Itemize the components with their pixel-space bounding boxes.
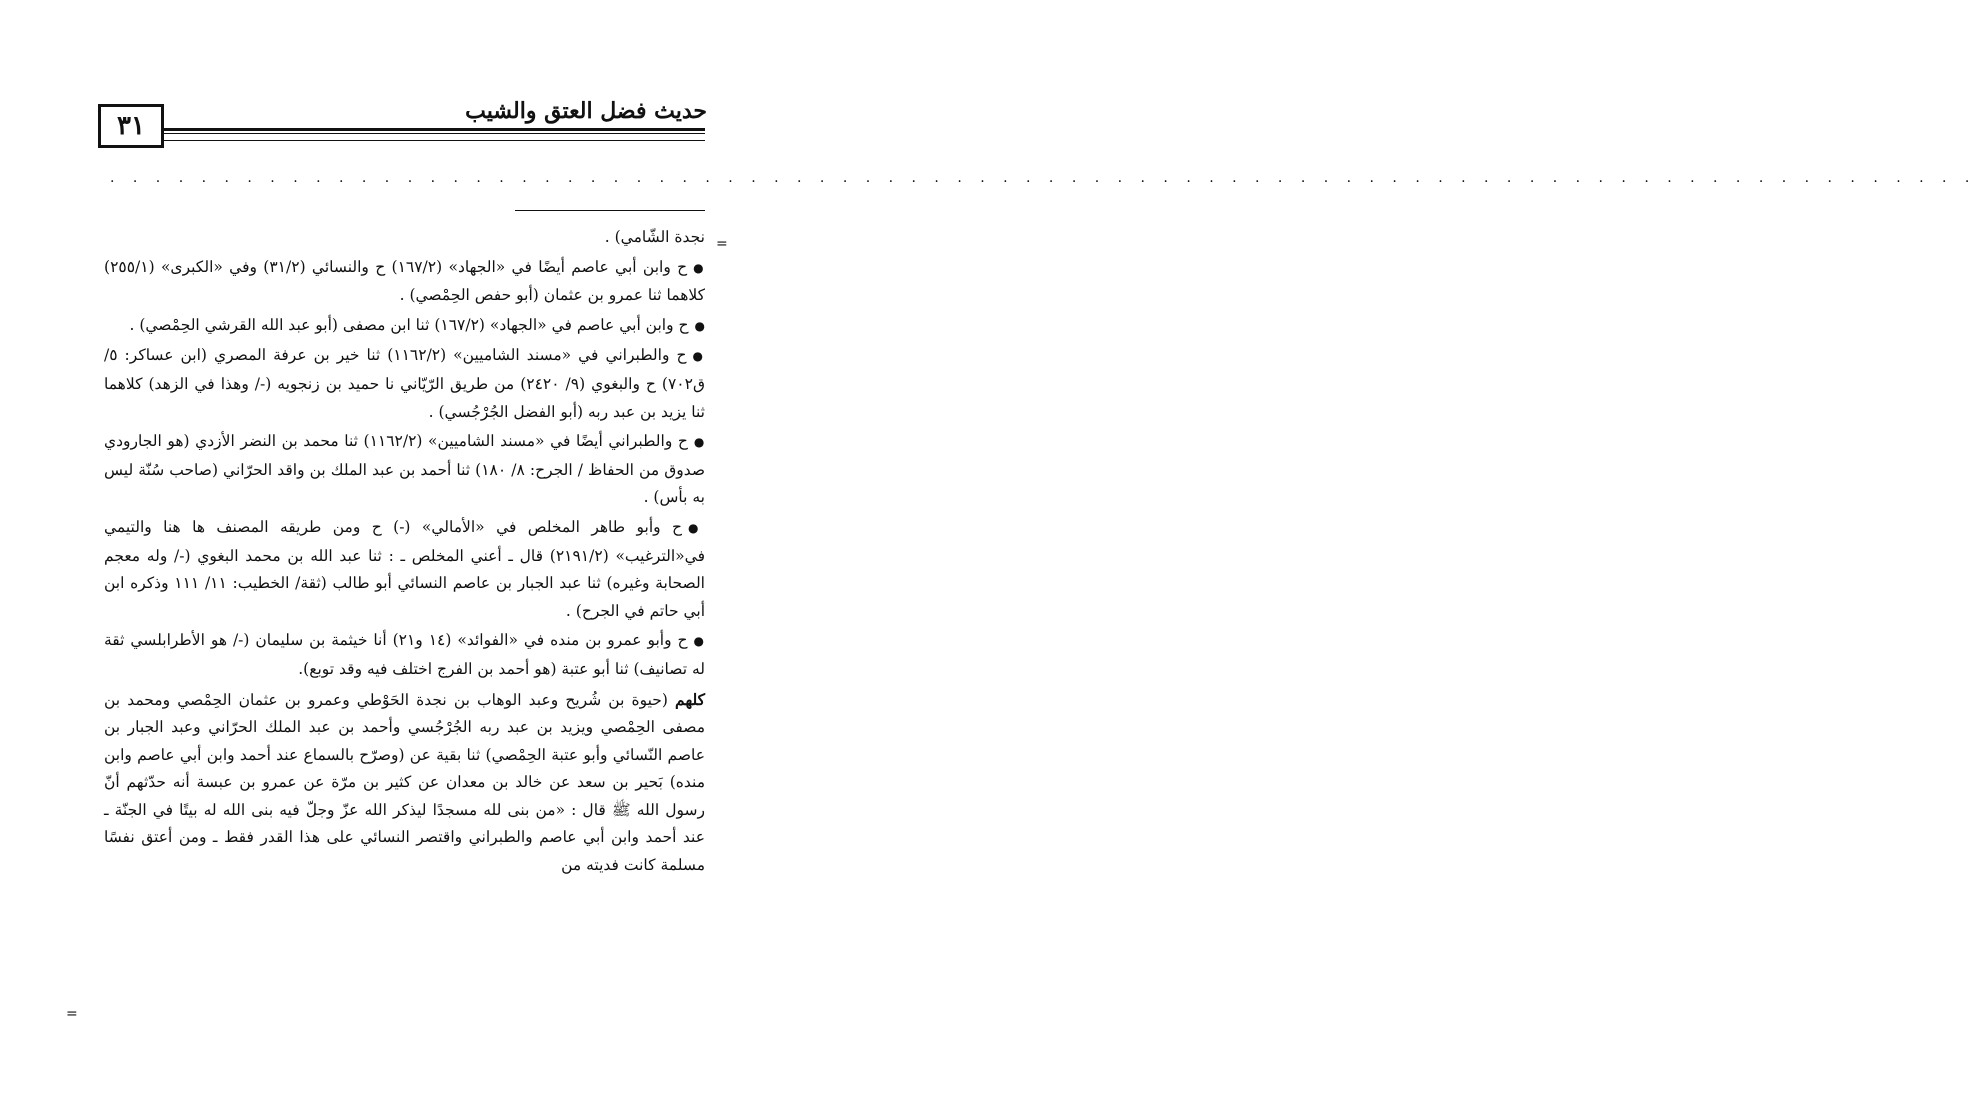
paragraph-text: ح وابن أبي عاصم في «الجهاد» (١٦٧/٢) ثنا ابن مصفى (أبو عبد الله القرشي الحِمْصي) . — [129, 315, 689, 334]
margin-mark-bottom: = — [66, 1006, 78, 1022]
margin-mark-top: = — [716, 236, 728, 252]
paragraph-text: ح والطبراني في «مسند الشاميين» (١١٦٢/٢) ثنا خير بن عرفة المصري (ابن عساكر: ٥/ق٧٠٢) ح والبغوي (٩/ ٢٤٢٠) من طريق الرّيّاني نا حميد بن زنجويه (-/ وهذا في الزهد) كلاهما ثنا يزيد بن عبد ربه (أبو الفضل الجُرْجُسي) . — [104, 346, 705, 421]
page-number-box — [98, 104, 164, 148]
page-number: ٣١ — [117, 111, 145, 141]
bullet-paragraph — [104, 627, 705, 683]
bullet-paragraph — [104, 312, 705, 341]
paragraph-text: (حيوة بن شُريح وعبد الوهاب بن نجدة الحَوْطي وعمرو بن عثمان الحِمْصي ومحمد بن مصفى الحِمْصي ويزيد بن عبد ربه الجُرْجُسي وأحمد بن عبد الملك الحرّاني وعبد الجبار بن عاصم النّسائي وأبو عتبة الحِمْصي) ثنا بقية عن (وصرّح بالسماع عند أحمد وابن أبي عاصم وابن منده) بَحير بن سعد عن خالد بن معدان عن كثير بن مرّة عن عمرو بن عبسة أنه حدّثهم أنّ رسول الله ﷺ قال : «من بنى لله مسجدًا ليذكر الله عزّ وجلّ فيه بنى الله له بيتًا في الجنّة ـ عند أحمد وابن أبي عاصم والطبراني واقتصر النسائي على هذا القدر فقط ـ ومن أعتق نفسًا مسلمة كانت فديته من — [104, 690, 705, 875]
paragraph-text: ح وابن أبي عاصم أيضًا في «الجهاد» (١٦٧/٢) ح والنسائي (٣١/٢) وفي «الكبرى» (٢٥٥/١) كلاهما ثنا عمرو بن عثمان (أبو حفص الحِمْصي) . — [104, 257, 705, 305]
paragraph — [104, 224, 705, 252]
footnote-text — [104, 224, 705, 882]
paragraph-text: ح وأبو طاهر المخلص في «الأمالي» (-) ح ومن طريقه المصنف ها هنا والتيمي في«الترغيب» (٢١٩١/٢) قال ـ أعني المخلص ـ : ثنا عبد الله بن محمد البغوي (-/ وله معجم الصحابة وغيره) ثنا عبد الجبار بن عاصم النسائي أبو طالب (ثقة/ الخطيب: ١١/ ١١١ وذكره ابن أبي حاتم في الجرح) . — [104, 517, 705, 620]
bullet-paragraph — [104, 428, 705, 512]
paragraph-text: ح وأبو عمرو بن منده في «الفوائد» (١٤ و٢١) أنا خيثمة بن سليمان (-/ هو الأطرابلسي ثقة له تصانيف) ثنا أبو عتبة (هو أحمد بن الفرج اختلف فيه وقد توبع). — [104, 631, 705, 678]
running-title: حديث فضل العتق والشيب — [465, 98, 707, 124]
dotted-divider: . . . . . . . . . . . . . . . . . . . . . . . . . . . . . . . . . . . . . . . . . . . . . . . . . . . . . . . . . . . . . . . . . . . . . . . . . . . . . . . . . . — [110, 170, 1976, 186]
paragraph-text: نجدة الشّامي) . — [604, 228, 705, 246]
paragraph-text: ح والطبراني أيضًا في «مسند الشاميين» (١١٦٢/٢) ثنا محمد بن النضر الأزدي (هو الجارودي صدوق من الحفاظ / الجرح: ٨/ ١٨٠) ثنا أحمد بن عبد الملك بن واقد الحرّاني (صاحب سُنّة ليس به بأس) . — [104, 432, 706, 507]
header-double-rule — [164, 128, 705, 141]
bullet-paragraph — [104, 254, 705, 310]
paragraph-lead: كلهم — [675, 689, 705, 709]
bullet-paragraph — [104, 342, 705, 426]
bullet-paragraph — [104, 514, 705, 625]
footnote-separator — [515, 210, 705, 211]
paragraph — [104, 686, 705, 880]
